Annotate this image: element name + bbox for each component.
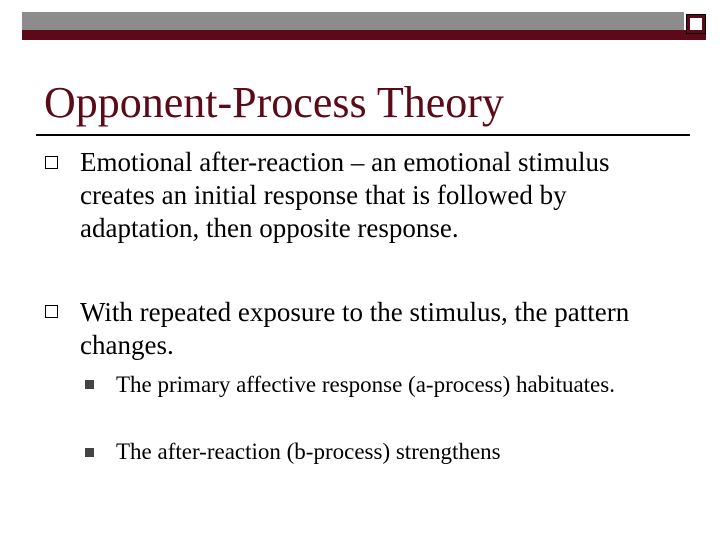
sub-bullet-item-2: The after-reaction (b-process) strengthens <box>116 439 501 464</box>
hollow-square-icon <box>45 305 58 318</box>
sub-bullet-item-1: The primary affective response (a-process) habituates. <box>116 372 615 397</box>
bullet-item-2: With repeated exposure to the stimulus, the pattern changes. <box>80 297 630 360</box>
filled-square-icon <box>85 380 94 389</box>
header-accent-band <box>22 30 706 40</box>
title-divider <box>36 134 690 136</box>
corner-square-icon <box>686 14 706 34</box>
hollow-square-icon <box>45 156 58 169</box>
filled-square-icon <box>85 448 94 457</box>
slide-title: Opponent-Process Theory <box>44 78 504 127</box>
bullet-item-1: Emotional after-reaction – an emotional stimulus creates an initial response that is followed by adaptation, then opposite response. <box>80 147 610 243</box>
